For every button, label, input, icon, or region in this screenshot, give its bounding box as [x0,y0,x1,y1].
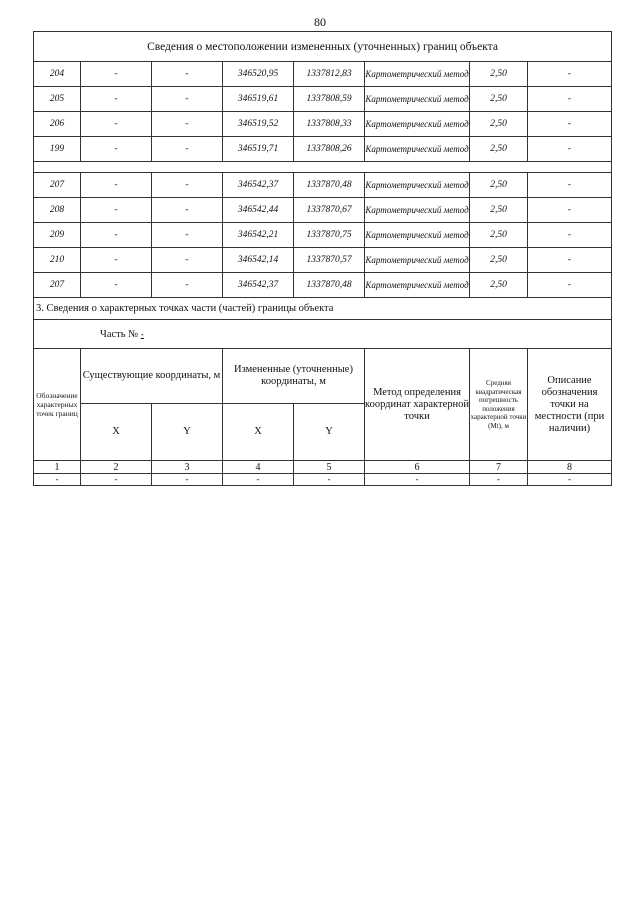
changed-y-cell: 1337870,57 [294,248,365,273]
changed-y-cell: 1337870,48 [294,273,365,298]
existing-x-cell: - [81,223,152,248]
method-cell: Картометрический метод [365,173,470,198]
header-point-designation: Обозначение характерных точек границ [34,349,81,461]
column-number: 5 [294,461,365,474]
description-cell: - [528,173,612,198]
part3-title: 3. Сведения о характерных точках части (частей) границы объекта [34,298,612,320]
description-cell: - [528,137,612,162]
description-cell: - [528,248,612,273]
point-number-cell: 207 [34,173,81,198]
header-existing-y: Y [152,404,223,461]
page-number: 80 [314,15,326,29]
existing-y-cell: - [152,112,223,137]
existing-y-cell: - [152,137,223,162]
part-number-value: - [140,328,144,339]
dash-cell: - [365,474,470,486]
column-number: 7 [470,461,528,474]
method-cell: Картометрический метод [365,112,470,137]
description-cell: - [528,198,612,223]
header-changed-coords: Измененные (уточненные) координаты, м [223,349,365,404]
accuracy-cell: 2,50 [470,248,528,273]
method-cell: Картометрический метод [365,87,470,112]
part-number-label: Часть № [100,328,139,340]
point-number-cell: 204 [34,62,81,87]
existing-x-cell: - [81,112,152,137]
method-cell: Картометрический метод [365,198,470,223]
accuracy-cell: 2,50 [470,173,528,198]
changed-y-cell: 1337812,83 [294,62,365,87]
table-row [34,223,612,248]
point-number-cell: 205 [34,87,81,112]
method-cell: Картометрический метод [365,248,470,273]
dash-cell: - [528,474,612,486]
accuracy-cell: 2,50 [470,273,528,298]
spacer-row [34,162,612,173]
column-number: 8 [528,461,612,474]
existing-y-cell: - [152,198,223,223]
dash-cell: - [81,474,152,486]
changed-x-cell: 346519,52 [223,112,294,137]
existing-y-cell: - [152,173,223,198]
changed-y-cell: 1337808,33 [294,112,365,137]
existing-x-cell: - [81,137,152,162]
description-cell: - [528,112,612,137]
existing-y-cell: - [152,248,223,273]
table-row [34,273,612,298]
description-cell: - [528,62,612,87]
table-row [34,474,612,486]
column-number: 2 [81,461,152,474]
changed-x-cell: 346542,14 [223,248,294,273]
method-cell: Картометрический метод [365,62,470,87]
existing-x-cell: - [81,248,152,273]
existing-y-cell: - [152,62,223,87]
table-row [34,248,612,273]
header-method: Метод определения координат характерной точки [365,349,470,461]
column-number: 6 [365,461,470,474]
existing-y-cell: - [152,223,223,248]
existing-x-cell: - [81,173,152,198]
table-row [34,112,612,137]
existing-x-cell: - [81,273,152,298]
column-number: 4 [223,461,294,474]
point-number-cell: 206 [34,112,81,137]
dash-cell: - [470,474,528,486]
description-cell: - [528,87,612,112]
existing-y-cell: - [152,273,223,298]
description-cell: - [528,223,612,248]
part-number-row [34,320,612,349]
column-number: 3 [152,461,223,474]
accuracy-cell: 2,50 [470,112,528,137]
method-cell: Картометрический метод [365,273,470,298]
header-description: Описание обозначения точки на местности (при наличии) [528,349,612,461]
accuracy-cell: 2,50 [470,198,528,223]
header-changed-x: X [223,404,294,461]
changed-x-cell: 346542,21 [223,223,294,248]
method-cell: Картометрический метод [365,137,470,162]
changed-y-cell: 1337870,67 [294,198,365,223]
table-row [34,87,612,112]
table-row [34,62,612,87]
changed-x-cell: 346542,44 [223,198,294,223]
column-number: 1 [34,461,81,474]
accuracy-cell: 2,50 [470,87,528,112]
changed-x-cell: 346542,37 [223,273,294,298]
column-numbers-row [34,461,612,474]
boundary-table [33,31,612,486]
point-number-cell: 199 [34,137,81,162]
point-number-cell: 208 [34,198,81,223]
header-existing-coords: Существующие координаты, м [81,349,223,404]
table-row [34,173,612,198]
dash-cell: - [223,474,294,486]
point-number-cell: 207 [34,273,81,298]
accuracy-cell: 2,50 [470,137,528,162]
existing-x-cell: - [81,87,152,112]
accuracy-cell: 2,50 [470,223,528,248]
dash-cell: - [34,474,81,486]
changed-y-cell: 1337870,48 [294,173,365,198]
dash-cell: - [294,474,365,486]
header-existing-x: X [81,404,152,461]
table-row [34,198,612,223]
method-cell: Картометрический метод [365,223,470,248]
existing-x-cell: - [81,62,152,87]
changed-y-cell: 1337808,26 [294,137,365,162]
header-accuracy: Средняя квадратическая погрешность положения характерной точки (Mt), м [470,349,528,461]
point-number-cell: 209 [34,223,81,248]
changed-x-cell: 346520,95 [223,62,294,87]
section-title: Сведения о местоположении измененных (уточненных) границ объекта [34,32,612,62]
dash-cell: - [152,474,223,486]
accuracy-cell: 2,50 [470,62,528,87]
changed-x-cell: 346519,61 [223,87,294,112]
description-cell: - [528,273,612,298]
header-changed-y: Y [294,404,365,461]
existing-x-cell: - [81,198,152,223]
existing-y-cell: - [152,87,223,112]
changed-x-cell: 346519,71 [223,137,294,162]
changed-y-cell: 1337870,75 [294,223,365,248]
point-number-cell: 210 [34,248,81,273]
changed-y-cell: 1337808,59 [294,87,365,112]
changed-x-cell: 346542,37 [223,173,294,198]
spacer-cell [34,162,612,173]
table-row [34,137,612,162]
